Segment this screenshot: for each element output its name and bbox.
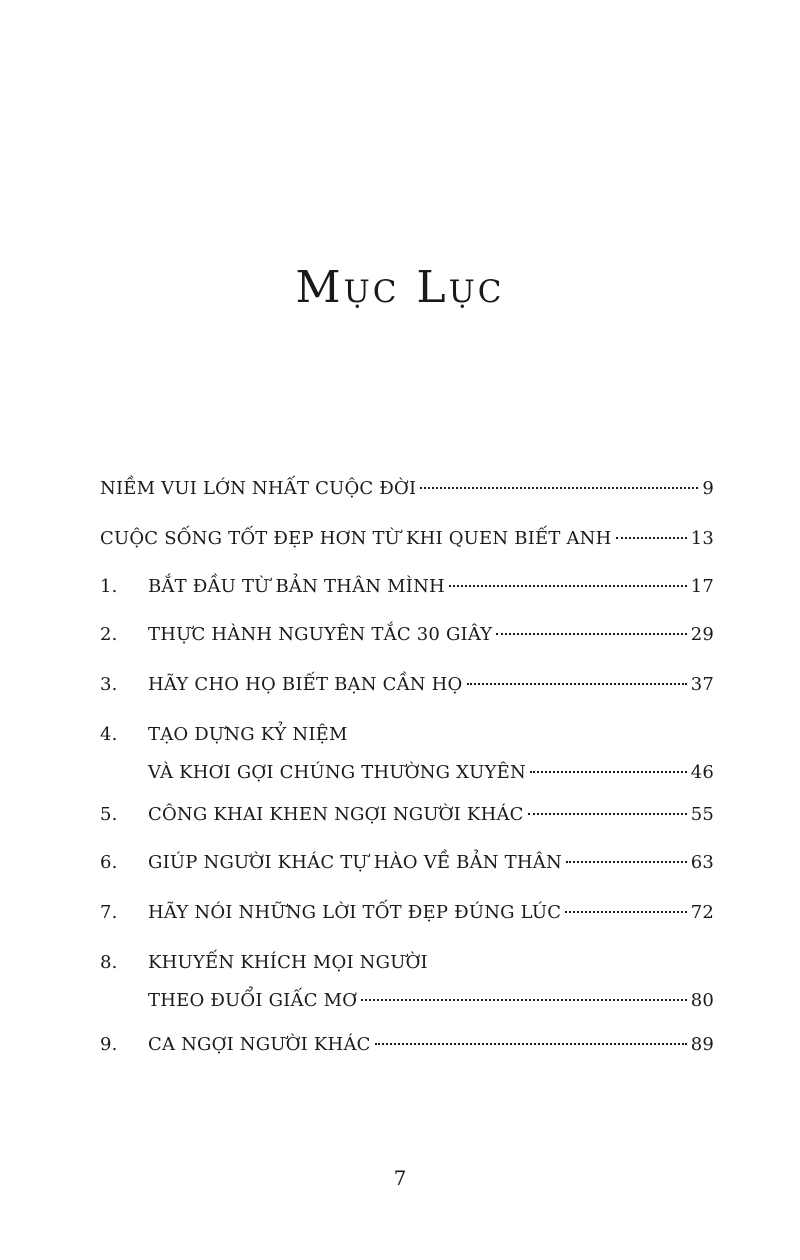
toc-entry-title: THỰC HÀNH NGUYÊN TẮC 30 GIÂY — [148, 624, 493, 645]
toc-entry-page: 46 — [690, 762, 714, 783]
toc-entry[interactable] — [100, 624, 714, 654]
toc-entry[interactable] — [100, 478, 714, 508]
leader-dots — [616, 537, 687, 539]
toc-entry-number: 6. — [100, 852, 118, 873]
leader-dots — [528, 813, 687, 815]
leader-dots — [449, 585, 687, 587]
toc-entry-title: TẠO DỰNG KỶ NIỆM — [148, 724, 348, 745]
toc-entry-page: 55 — [690, 804, 714, 825]
toc-entry-title: KHUYẾN KHÍCH MỌI NGƯỜI — [148, 952, 428, 973]
leader-dots — [530, 771, 687, 773]
toc-entry[interactable] — [100, 576, 714, 606]
toc-entry-title-continued: THEO ĐUỔI GIẤC MƠ — [148, 990, 358, 1011]
toc-entry[interactable] — [100, 1034, 714, 1064]
toc-entry[interactable] — [100, 902, 714, 932]
toc-entry-title: NIỀM VUI LỚN NHẤT CUỘC ĐỜI — [100, 478, 417, 499]
toc-entry-page: 29 — [690, 624, 714, 645]
leader-dots — [496, 633, 686, 635]
toc-entry-number: 8. — [100, 952, 118, 973]
toc-entry-title: HÃY CHO HỌ BIẾT BẠN CẦN HỌ — [148, 674, 463, 695]
leader-dots — [361, 999, 687, 1001]
toc-entry-number: 3. — [100, 674, 118, 695]
leader-dots — [375, 1043, 687, 1045]
toc-entry-page: 63 — [690, 852, 714, 873]
leader-dots — [565, 911, 687, 913]
toc-entry-number: 7. — [100, 902, 118, 923]
toc-entry-number: 4. — [100, 724, 118, 745]
toc-entry-title-continued: VÀ KHƠI GỢI CHÚNG THƯỜNG XUYÊN — [148, 762, 526, 783]
toc-entry[interactable] — [100, 528, 714, 558]
toc-entry[interactable] — [100, 724, 714, 792]
toc-entry-page: 37 — [690, 674, 714, 695]
toc-title: Mục Lục — [295, 262, 505, 313]
toc-entry-page: 72 — [690, 902, 714, 923]
toc-entry-number: 1. — [100, 576, 118, 597]
toc-entry-page: 9 — [702, 478, 714, 499]
toc-entry-page: 13 — [690, 528, 714, 549]
toc-entry-title: CUỘC SỐNG TỐT ĐẸP HƠN TỪ KHI QUEN BIẾT ANH — [100, 528, 612, 549]
toc-entry[interactable] — [100, 674, 714, 704]
toc-entry-title: GIÚP NGƯỜI KHÁC TỰ HÀO VỀ BẢN THÂN — [148, 852, 562, 873]
toc-entry-title: CÔNG KHAI KHEN NGỢI NGƯỜI KHÁC — [148, 804, 524, 825]
toc-entry-page: 80 — [690, 990, 714, 1011]
toc-entry[interactable] — [100, 852, 714, 882]
toc-entry-number: 2. — [100, 624, 118, 645]
toc-entry-number: 5. — [100, 804, 118, 825]
toc-entry[interactable] — [100, 952, 714, 1020]
toc-entry[interactable] — [100, 804, 714, 834]
toc-entry-title: CA NGỢI NGƯỜI KHÁC — [148, 1034, 371, 1055]
toc-entry-number: 9. — [100, 1034, 118, 1055]
toc-entry-page: 89 — [690, 1034, 714, 1055]
page-number: 7 — [393, 1166, 407, 1190]
toc-entry-title: BẮT ĐẦU TỪ BẢN THÂN MÌNH — [148, 576, 445, 597]
toc-entry-title: HÃY NÓI NHỮNG LỜI TỐT ĐẸP ĐÚNG LÚC — [148, 902, 562, 923]
leader-dots — [420, 487, 698, 489]
toc-entry-page: 17 — [690, 576, 714, 597]
leader-dots — [566, 861, 687, 863]
leader-dots — [467, 683, 687, 685]
